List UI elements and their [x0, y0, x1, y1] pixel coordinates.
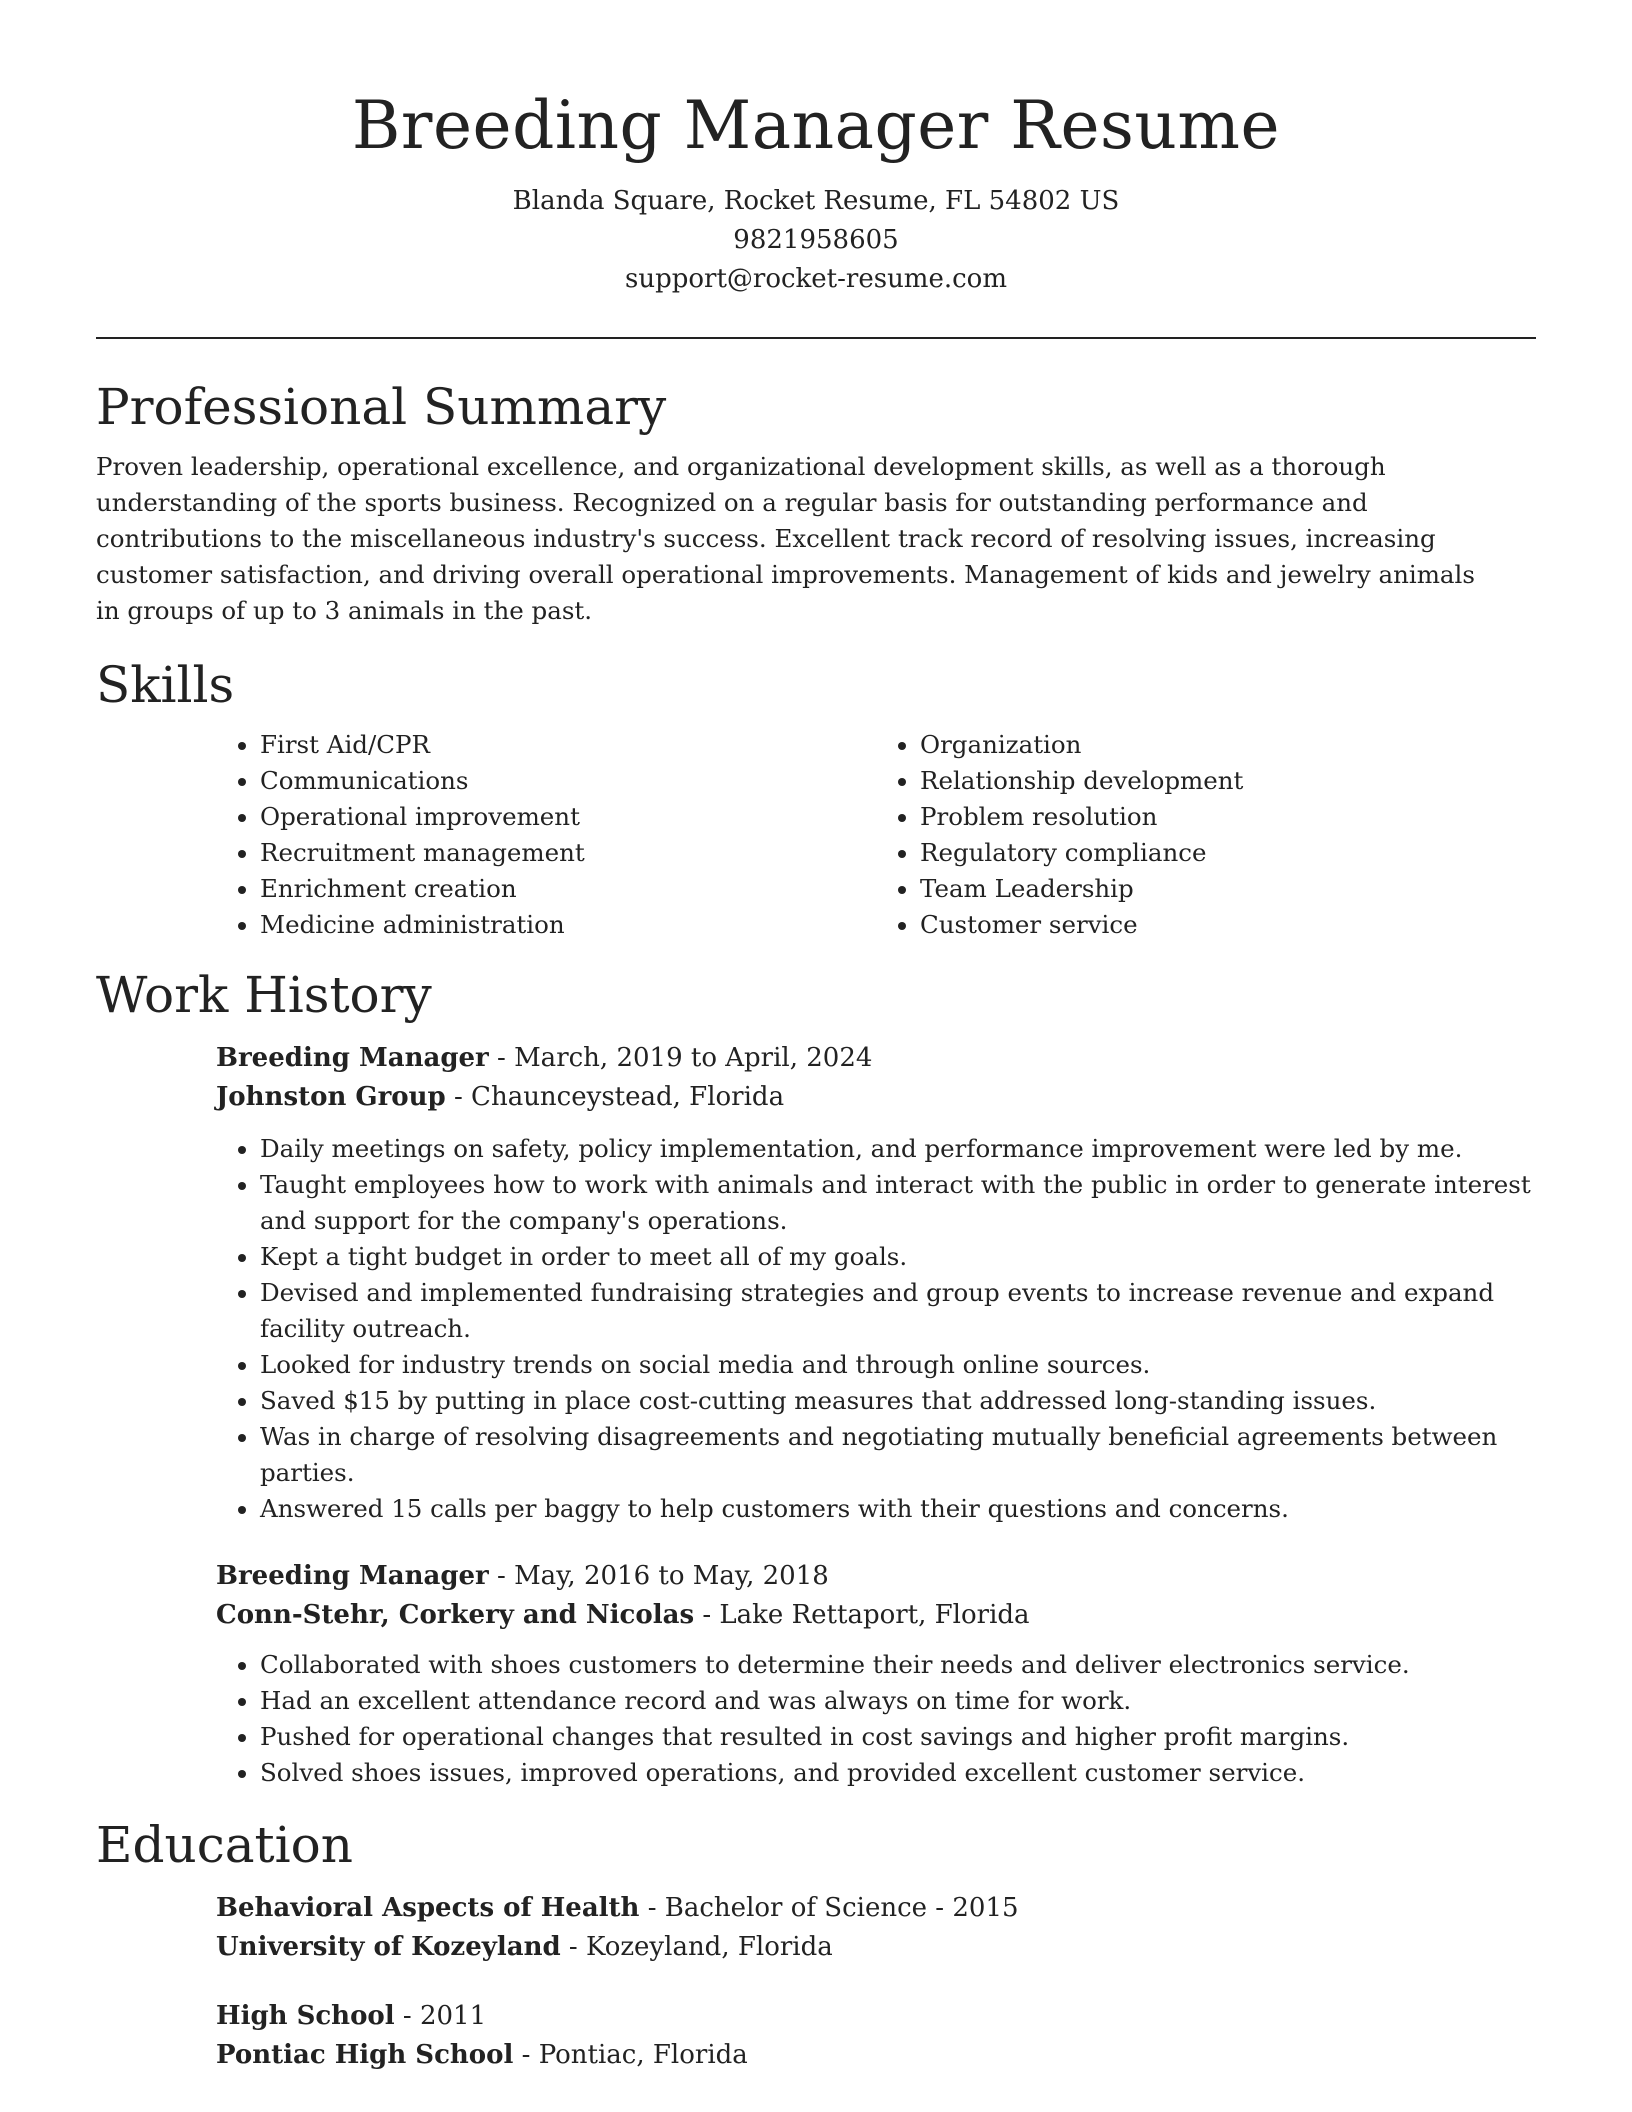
job-entry — [216, 1557, 1536, 1791]
skill-item: • Recruitment management — [260, 835, 876, 871]
skill-item: • Enrichment creation — [260, 871, 876, 907]
job-company-line — [216, 1596, 1536, 1635]
school-name: Pontiac High School — [216, 2040, 514, 2070]
skill-item: • Communications — [260, 763, 876, 799]
job-title-line — [216, 1039, 1536, 1078]
skill-item: • Relationship development — [920, 763, 1536, 799]
job-bullet: • Devised and implemented fundraising strategies and group events to increase revenue and expand facility outreach. — [260, 1275, 1536, 1347]
skill-item: • Operational improvement — [260, 799, 876, 835]
job-bullet: • Had an excellent attendance record and was always on time for work. — [260, 1683, 1536, 1719]
address: Blanda Square, Rocket Resume, FL 54802 US — [512, 186, 1120, 216]
school-line — [216, 2036, 1536, 2075]
job-role: Breeding Manager — [216, 1561, 489, 1591]
school-location: - Kozeyland, Florida — [560, 1932, 833, 1962]
skill-item: • Customer service — [920, 907, 1536, 943]
job-title-line — [216, 1557, 1536, 1596]
skill-item: • Medicine administration — [260, 907, 876, 943]
job-bullet: • Kept a tight budget in order to meet all of my goals. — [260, 1239, 1536, 1275]
school-line — [216, 1928, 1536, 1967]
job-bullet: • Collaborated with shoes customers to determine their needs and deliver electronics service. — [260, 1647, 1536, 1683]
job-entry — [216, 1039, 1536, 1527]
degree-details: - 2011 — [394, 2001, 487, 2031]
job-bullet: • Answered 15 calls per baggy to help customers with their questions and concerns. — [260, 1491, 1536, 1527]
job-bullet: • Was in charge of resolving disagreements and negotiating mutually beneficial agreements between parties. — [260, 1419, 1536, 1491]
skills-heading: Skills — [96, 656, 235, 714]
job-dates: - May, 2016 to May, 2018 — [488, 1561, 829, 1591]
education-entry — [216, 1997, 1536, 2075]
degree-line — [216, 1997, 1536, 2036]
contact-block — [96, 182, 1536, 299]
skills-column-right — [876, 727, 1536, 943]
job-bullet: • Pushed for operational changes that resulted in cost savings and higher profit margins. — [260, 1719, 1536, 1755]
education-heading: Education — [96, 1816, 353, 1874]
job-role: Breeding Manager — [216, 1043, 489, 1073]
skills-column-left — [216, 727, 876, 943]
skill-item: • Problem resolution — [920, 799, 1536, 835]
degree-field: High School — [216, 2001, 395, 2031]
job-company-line — [216, 1078, 1536, 1117]
job-bullets — [216, 1131, 1536, 1527]
job-location: - Chaunceystead, Florida — [445, 1082, 785, 1112]
job-bullet: • Daily meetings on safety, policy implementation, and performance improvement were led by me. — [260, 1131, 1536, 1167]
skill-item: • First Aid/CPR — [260, 727, 876, 763]
skill-item: • Organization — [920, 727, 1536, 763]
email: support@rocket-resume.com — [624, 264, 1007, 294]
job-company: Conn-Stehr, Corkery and Nicolas — [216, 1600, 695, 1630]
skill-item: • Regulatory compliance — [920, 835, 1536, 871]
phone: 9821958605 — [733, 225, 899, 255]
job-bullet: • Taught employees how to work with animals and interact with the public in order to generate interest and support for the company's operations. — [260, 1167, 1536, 1239]
education-entry — [216, 1889, 1536, 1967]
resume-title: Breeding Manager Resume — [351, 87, 1281, 164]
skills-list — [216, 727, 1536, 943]
resume-page — [96, 0, 1536, 2075]
degree-line — [216, 1889, 1536, 1928]
school-location: - Pontiac, Florida — [513, 2040, 748, 2070]
job-dates: - March, 2019 to April, 2024 — [488, 1043, 873, 1073]
job-location: - Lake Rettaport, Florida — [694, 1600, 1030, 1630]
work-history-heading: Work History — [96, 966, 432, 1024]
resume-header — [96, 0, 1536, 339]
job-company: Johnston Group — [216, 1082, 446, 1112]
job-bullet: • Looked for industry trends on social media and through online sources. — [260, 1347, 1536, 1383]
summary-text: Proven leadership, operational excellence, and organizational development skills, as well as a thorough understanding of the sports business. Recognized on a regular basis for outstanding performance and contributions to the miscellaneous industry's success. Excellent track record of resolving issues, increasing customer satisfaction, and driving overall operational improvements. Management of kids and jewelry animals in groups of up to 3 animals in the past. — [96, 452, 1475, 625]
degree-details: - Bachelor of Science - 2015 — [639, 1893, 1019, 1923]
school-name: University of Kozeyland — [216, 1932, 561, 1962]
summary-heading: Professional Summary — [96, 378, 667, 436]
job-bullet: • Saved $15 by putting in place cost-cutting measures that addressed long-standing issues. — [260, 1383, 1536, 1419]
skill-item: • Team Leadership — [920, 871, 1536, 907]
degree-field: Behavioral Aspects of Health — [216, 1893, 640, 1923]
header-divider — [96, 337, 1536, 339]
job-bullets — [216, 1647, 1536, 1791]
job-bullet: • Solved shoes issues, improved operations, and provided excellent customer service. — [260, 1755, 1536, 1791]
